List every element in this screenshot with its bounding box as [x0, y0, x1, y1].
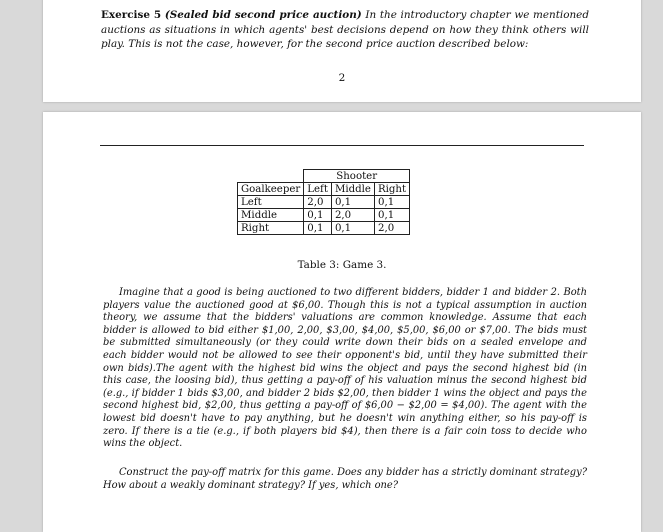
- page-number: 2: [338, 72, 346, 84]
- table-row: [238, 209, 410, 222]
- question-paragraph: Construct the pay-off matrix for this game. Does any bidder has a strictly dominant strategy? How about a weakly dominant strategy? If yes, which one?: [103, 467, 587, 491]
- payoff-cell: 0,1: [331, 222, 374, 235]
- row-label: Middle: [238, 209, 304, 222]
- exercise-label: Exercise 5: [101, 9, 162, 21]
- column-player-label: Shooter: [304, 170, 410, 183]
- payoff-cell: 2,0: [304, 196, 332, 209]
- column-header: Middle: [331, 183, 374, 196]
- row-label: Left: [238, 196, 304, 209]
- game-table: [237, 169, 410, 235]
- table-row: [238, 196, 410, 209]
- horizontal-rule: [100, 145, 584, 146]
- document-page-2: [43, 112, 641, 532]
- row-label: Right: [238, 222, 304, 235]
- payoff-cell: 0,1: [331, 196, 374, 209]
- column-header: Left: [304, 183, 332, 196]
- auction-description-paragraph: Imagine that a good is being auctioned to two different bidders, bidder 1 and bidder 2. Both players value the auctioned good at $6,00. Though this is not a typical assumption in auction theory, we assume that the bidders' valuations are common knowledge. Assume that each bidder is allowed to bid either $1,00, 2,00, $3,00, $4,00, $5,00, $6,00 or $7,00. The bids must be submitted simultaneously (or they could write down their bids on a sealed envelope and each bidder would not be allowed to see their opponent's bid, until they have submitted their own bids).The agent with the highest bid wins the object and pays the second highest bid (in this case, the loosing bid), thus getting a pay-off of his valuation minus the second highest bid (e.g., if bidder 1 bids $3,00, and bidder 2 bids $2,00, then bidder 1 wins the object and pays the second highest bid, $2,00, thus getting a pay-off of $6,00 − $2,00 = $4,00). The agent with the lowest bid doesn't have to pay anything, but he doesn't win anything either, so his pay-off is zero. If there is a tie (e.g., if both players bid $4), then there is a fair coin toss to decide who wins the object.: [103, 287, 587, 450]
- row-player-label: Goalkeeper: [238, 183, 304, 196]
- payoff-cell: 0,1: [304, 222, 332, 235]
- table-caption: Table 3: Game 3.: [297, 259, 387, 271]
- payoff-cell: 0,1: [304, 209, 332, 222]
- document-page-1: [43, 0, 641, 102]
- payoff-cell: 0,1: [374, 209, 409, 222]
- table-row: [238, 222, 410, 235]
- exercise-title: (Sealed bid second price auction): [164, 9, 362, 21]
- exercise-text: In the introductory chapter we mentioned auctions as situations in which agents' best decisions depend on how they think others will play. This is not the case, however, for the second price auction described below:: [101, 9, 589, 51]
- payoff-cell: 2,0: [331, 209, 374, 222]
- payoff-cell: 2,0: [374, 222, 409, 235]
- exercise-statement: [101, 8, 589, 52]
- column-header: Right: [374, 183, 409, 196]
- payoff-cell: 0,1: [374, 196, 409, 209]
